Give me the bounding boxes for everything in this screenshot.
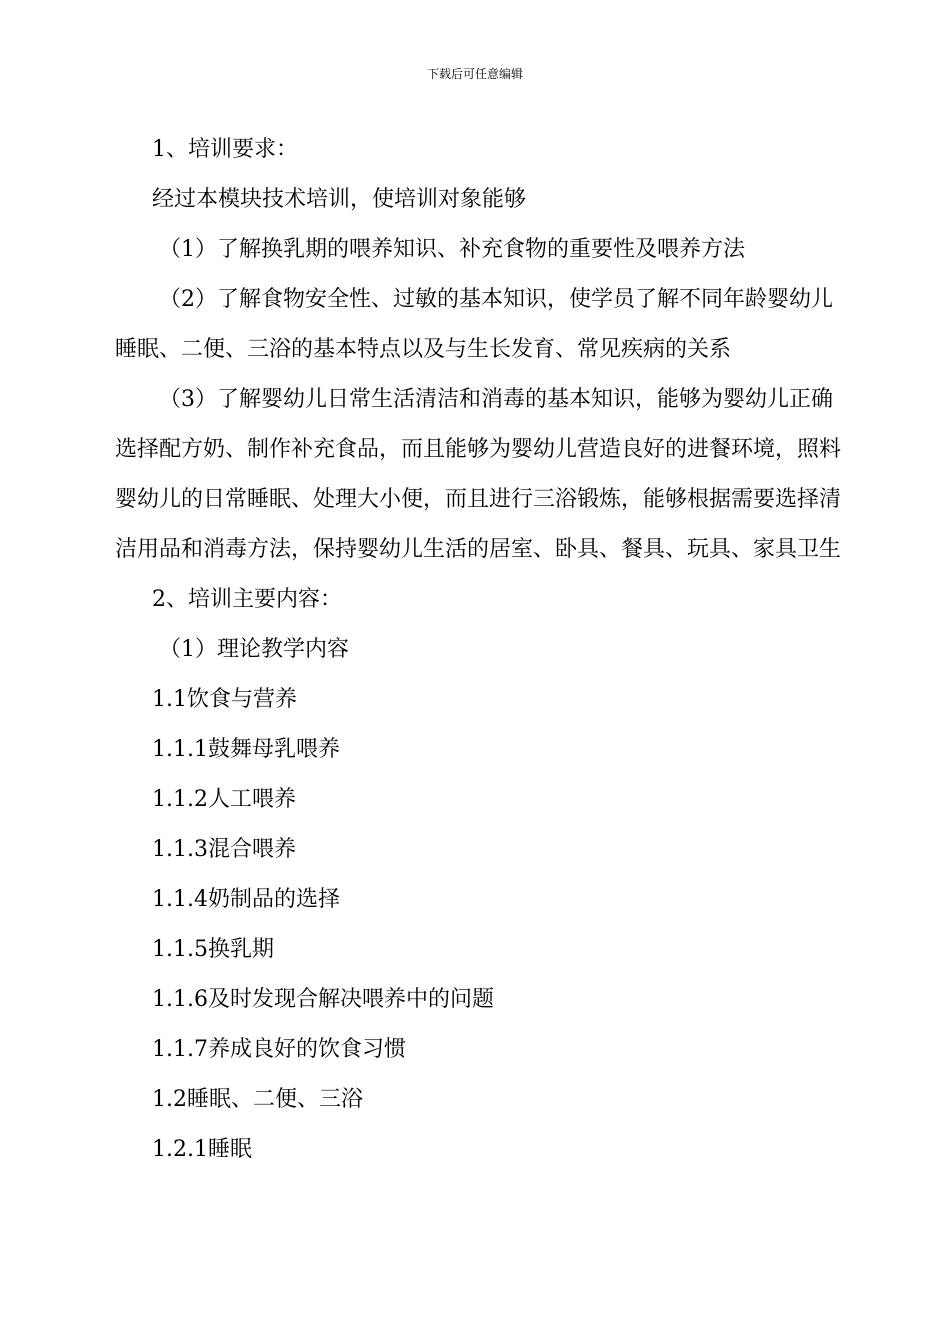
requirement-item-3: （3）了解婴幼儿日常生活清洁和消毒的基本知识，能够为婴幼儿正确选择配方奶、制作补充食品，而且能够为婴幼儿营造良好的进餐环境，照料婴幼儿的日常睡眠、处理大小便，而且进行三浴锻炼，能够根据需要选择清洁用品和消毒方法，保持婴幼儿生活的居室、卧具、餐具、玩具、家具卫生 xyxy=(115,387,842,562)
requirement-item-1: （1）了解换乳期的喂养知识、补充食物的重要性及喂养方法 xyxy=(159,237,745,262)
outline-item: 1.1.6及时发现合解决喂养中的问题 xyxy=(152,987,494,1012)
outline-item: 1.1.3混合喂养 xyxy=(152,837,296,862)
outline-item: 1.1.1鼓舞母乳喂养 xyxy=(152,737,340,762)
outline-item: 1.1.5换乳期 xyxy=(152,937,274,962)
outline-item: 1.2睡眠、二便、三浴 xyxy=(152,1087,363,1112)
document-body xyxy=(115,125,845,1175)
outline-item: 1.1.4奶制品的选择 xyxy=(152,887,340,912)
section-heading-training-content: 2、培训主要内容： xyxy=(152,587,342,612)
requirement-item-2: （2）了解食物安全性、过敏的基本知识，使学员了解不同年龄婴幼儿睡眠、二便、三浴的基本特点以及与生长发育、常见疾病的关系 xyxy=(115,287,833,362)
outline-item: 1.1.7养成良好的饮食习惯 xyxy=(152,1037,406,1062)
subsection-theory-content: （1）理论教学内容 xyxy=(159,637,349,662)
section-heading-training-requirements: 1、培训要求： xyxy=(152,137,298,162)
page-header: 下载后可任意编辑 xyxy=(426,67,523,81)
outline-item: 1.2.1睡眠 xyxy=(152,1137,252,1162)
outline-item: 1.1饮食与营养 xyxy=(152,687,297,712)
intro-paragraph: 经过本模块技术培训，使培训对象能够 xyxy=(152,187,527,212)
outline-item: 1.1.2人工喂养 xyxy=(152,787,296,812)
